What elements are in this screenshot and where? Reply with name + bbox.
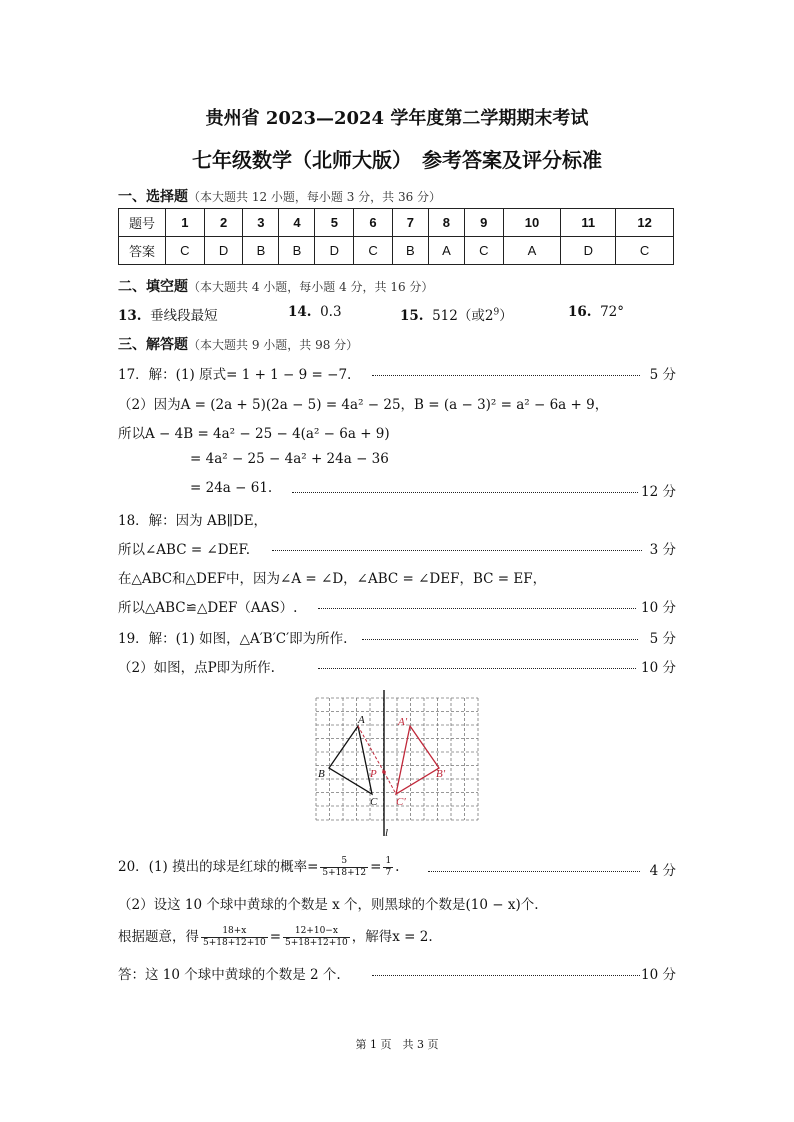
grid-reflection-figure <box>312 690 488 840</box>
question-number: 1 <box>166 209 205 237</box>
q20-text: 20．(1) 摸出的球是红球的概率= <box>118 859 319 875</box>
q17-line-4: = 4a² − 25 − 4a² + 24a − 36 <box>190 451 389 467</box>
fill-answer-14 <box>288 304 342 320</box>
q18-line-1: 18．解：因为 AB∥DE， <box>118 513 268 529</box>
answer-cell: B <box>279 237 315 265</box>
denominator: 5+18+12+10 <box>285 938 348 948</box>
section-fill-heading <box>118 276 433 296</box>
leader-dots <box>292 492 638 493</box>
question-number: 10 <box>503 209 561 237</box>
answer-cell: B <box>392 237 428 265</box>
numerator: 12+10−x <box>283 926 350 938</box>
fill-answer-15 <box>400 304 513 324</box>
question-number: 16. <box>568 304 592 320</box>
question-number: 9 <box>464 209 503 237</box>
triangle-a2b2c2 <box>396 726 439 794</box>
label-b: B <box>318 768 325 780</box>
score-mark: 4 分 <box>649 863 676 879</box>
q20-line-2: （2）设这 10 个球中黄球的个数是 x 个，则黑球的个数是(10 − x)个. <box>118 897 539 913</box>
segment-pc2 <box>384 772 396 794</box>
q20-text: . <box>395 859 400 875</box>
leader-dots <box>318 668 636 669</box>
q17-line-2: （2）因为A = (2a + 5)(2a − 5) = 4a² − 25，B = (a − 3)² = a² − 6a + 9， <box>118 397 609 413</box>
answer-cell: D <box>204 237 243 265</box>
answer-cell: D <box>315 237 354 265</box>
q20-line-3 <box>118 925 433 949</box>
section-fill-label: 二、填空题 <box>118 279 188 295</box>
q19-line-1: 19．解：(1) 如图，△A′B′C′即为所作. <box>118 631 348 647</box>
q18-line-2: 所以∠ABC = ∠DEF. <box>118 542 251 558</box>
row-label-number: 题号 <box>119 209 166 237</box>
label-p: P <box>370 768 377 780</box>
q20-text: ，解得x = 2. <box>351 929 433 945</box>
label-a: A <box>358 714 365 726</box>
section-solve-note: （本大题共 9 小题，共 98 分） <box>188 338 359 352</box>
question-number: 12 <box>616 209 674 237</box>
denominator: 7 <box>385 868 392 878</box>
fraction <box>283 926 350 949</box>
point-p <box>382 770 386 774</box>
question-number: 5 <box>315 209 354 237</box>
question-number: 2 <box>204 209 243 237</box>
section-solve-label: 三、解答题 <box>118 337 188 353</box>
answer-text: ） <box>499 308 513 324</box>
question-number: 11 <box>561 209 616 237</box>
label-b-prime: B′ <box>436 768 446 780</box>
leader-dots <box>362 639 638 640</box>
answer-cell: A <box>428 237 464 265</box>
section-solve-heading <box>118 334 358 354</box>
score-mark: 3 分 <box>649 542 676 558</box>
numerator: 18+x <box>201 926 268 938</box>
score-mark: 5 分 <box>649 367 676 383</box>
question-number: 6 <box>354 209 393 237</box>
leader-dots <box>372 975 640 976</box>
answer-cell: D <box>561 237 616 265</box>
q19-line-2: （2）如图，点P即为所作. <box>118 660 275 676</box>
question-number: 8 <box>428 209 464 237</box>
segment-ap <box>358 726 384 772</box>
triangle-abc <box>329 726 372 794</box>
section-choice-label: 一、选择题 <box>118 189 188 205</box>
score-mark: 10 分 <box>641 660 676 676</box>
fraction <box>320 856 368 879</box>
answer-cell: A <box>503 237 561 265</box>
score-mark: 10 分 <box>641 967 676 983</box>
q17-line-3: 所以A − 4B = 4a² − 25 − 4(a² − 6a + 9) <box>118 426 390 442</box>
leader-dots <box>372 375 640 376</box>
fill-answer-13 <box>118 304 218 324</box>
answer-cell: C <box>464 237 503 265</box>
table-row <box>119 209 674 237</box>
fraction <box>201 926 268 949</box>
question-number: 4 <box>279 209 315 237</box>
q17-line-5: = 24a − 61. <box>190 480 273 496</box>
question-number: 14. <box>288 304 312 320</box>
score-mark: 5 分 <box>649 631 676 647</box>
numerator: 5 <box>320 856 368 868</box>
answer-text: 512（或2 <box>432 308 494 324</box>
question-number: 3 <box>243 209 279 237</box>
label-c-prime: C′ <box>396 796 406 808</box>
section-choice-note: （本大题共 12 小题，每小题 3 分，共 36 分） <box>188 190 442 204</box>
q20-line-1 <box>118 855 399 879</box>
equals-sign: = <box>269 929 282 945</box>
answer-text: 垂线段最短 <box>150 308 218 324</box>
answer-exponent: 9 <box>493 307 500 318</box>
question-number: 13. <box>118 308 142 324</box>
exam-title: 贵州省 2023—2024 学年度第二学期期末考试 <box>205 108 589 129</box>
page-footer: 第 1 页 共 3 页 <box>355 1038 439 1051</box>
question-number: 15. <box>400 308 424 324</box>
section-choice-heading <box>118 186 441 206</box>
answer-cell: C <box>354 237 393 265</box>
leader-dots <box>318 608 636 609</box>
numerator: 1 <box>385 856 392 866</box>
label-c: C <box>370 796 378 808</box>
answer-cell: C <box>166 237 205 265</box>
q20-text: 根据题意，得 <box>118 929 199 945</box>
q18-line-3: 在△ABC和△DEF中，因为∠A = ∠D，∠ABC = ∠DEF，BC = EF， <box>118 571 547 587</box>
fraction <box>383 856 393 879</box>
q20-line-4: 答：这 10 个球中黄球的个数是 2 个. <box>118 967 341 983</box>
answer-cell: B <box>243 237 279 265</box>
answer-text: 0.3 <box>320 304 342 320</box>
question-number: 7 <box>392 209 428 237</box>
row-label-answer: 答案 <box>119 237 166 265</box>
score-mark: 12 分 <box>641 484 676 500</box>
answer-text: 72° <box>600 304 625 320</box>
answer-key-subtitle: 七年级数学（北师大版） 参考答案及评分标准 <box>192 148 602 172</box>
answer-cell: C <box>616 237 674 265</box>
score-mark: 10 分 <box>641 600 676 616</box>
q18-line-4: 所以△ABC≌△DEF（AAS）. <box>118 600 298 616</box>
denominator: 5+18+12 <box>322 868 367 878</box>
section-fill-note: （本大题共 4 小题，每小题 4 分，共 16 分） <box>188 280 434 294</box>
choice-answer-table <box>118 208 674 265</box>
label-l: l <box>385 827 389 839</box>
table-row <box>119 237 674 265</box>
leader-dots <box>272 550 642 551</box>
equals-sign: = <box>370 859 382 875</box>
label-a-prime: A′ <box>398 716 408 728</box>
leader-dots <box>428 871 640 872</box>
denominator: 5+18+12+10 <box>203 938 266 948</box>
q17-line-1: 17．解：(1) 原式= 1 + 1 − 9 = −7. <box>118 367 352 383</box>
fill-answer-16 <box>568 304 624 320</box>
